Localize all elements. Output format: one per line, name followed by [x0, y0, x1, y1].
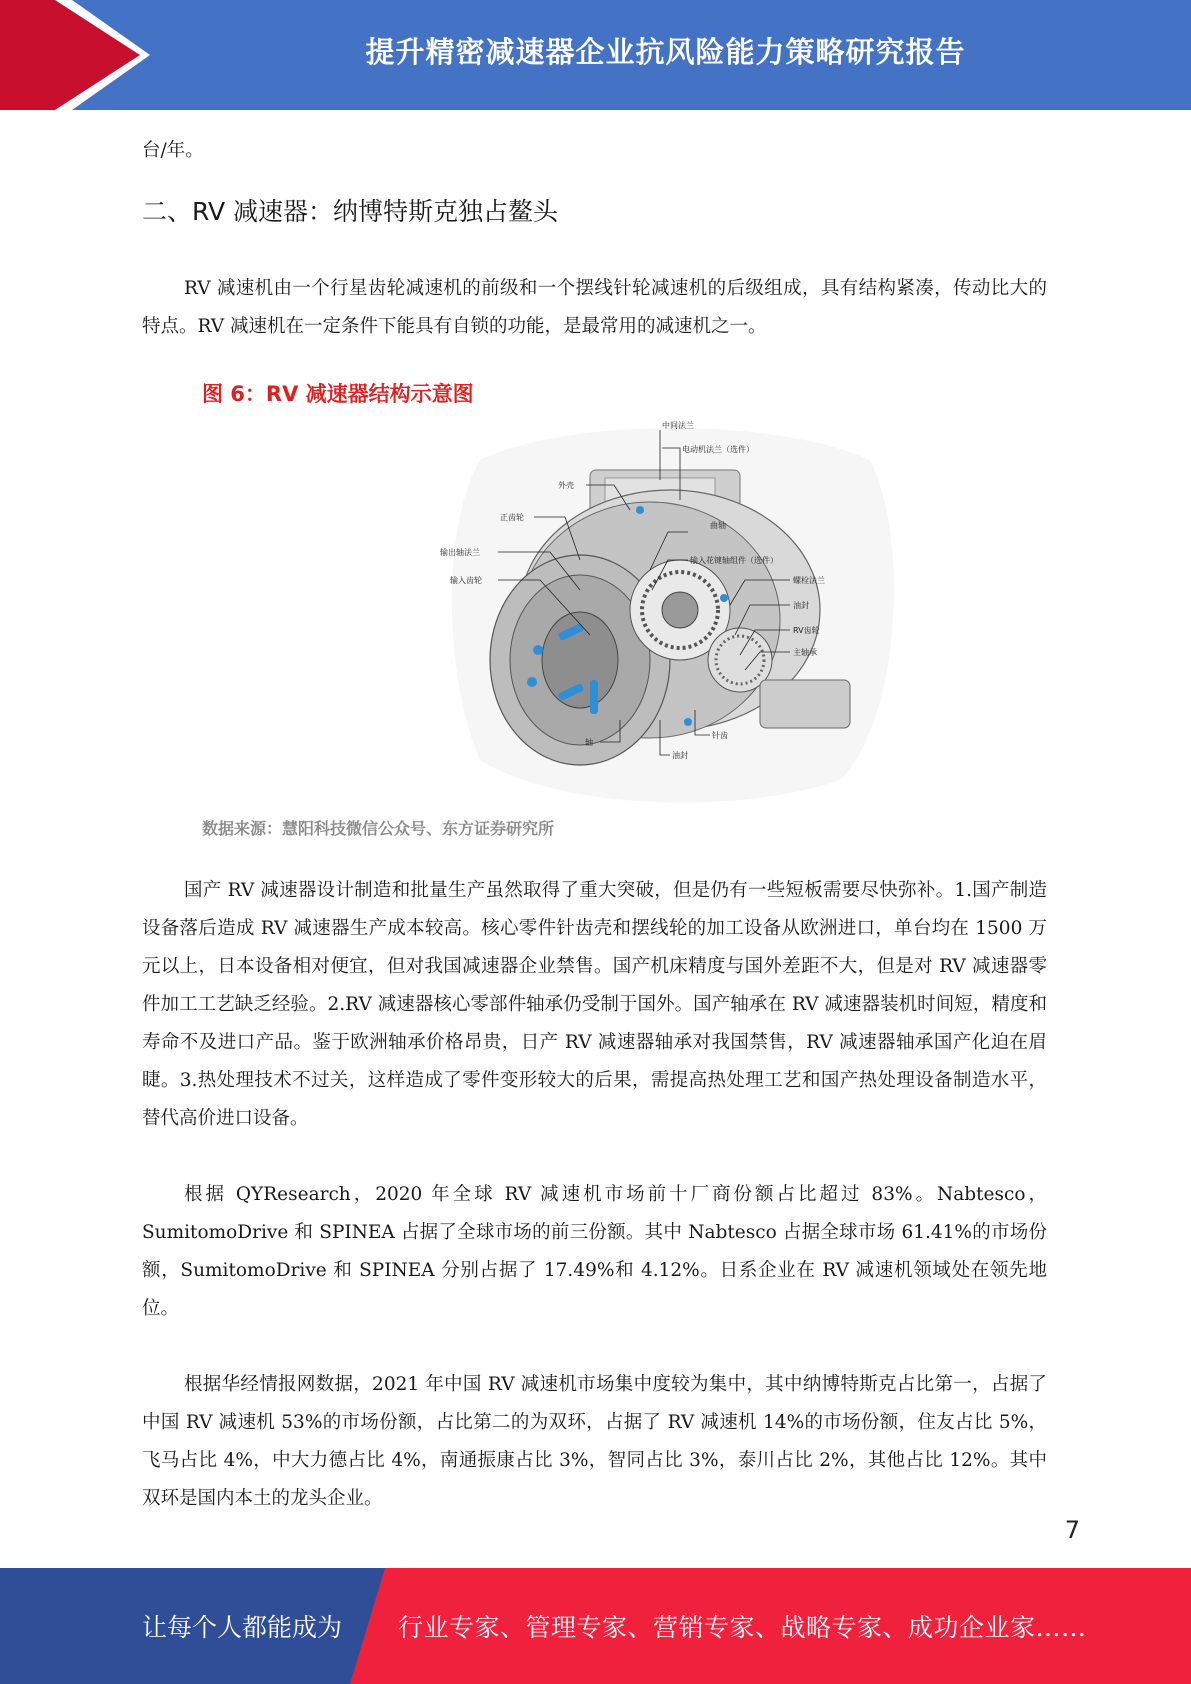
page-footer	[0, 1568, 1191, 1684]
rv-reducer-diagram	[440, 420, 900, 805]
label-zhenchi: 针齿	[712, 731, 728, 740]
page-header	[0, 0, 1191, 110]
label-shuru-chilun: 输入齿轮	[450, 576, 482, 585]
paragraph-gap	[142, 1328, 1047, 1366]
paragraph-gap	[142, 1138, 1047, 1176]
label-waike: 外壳	[558, 481, 574, 490]
paragraph-rv-intro: RV 减速机由一个行星齿轮减速机的前级和一个摆线针轮减速机的后级组成，具有结构紧凑，传动比大的特点。RV 减速机在一定条件下能具有自锁的功能，是最常用的减速机之一。	[142, 278, 1047, 337]
paragraph-domestic-shortcomings: 国产 RV 减速器设计制造和批量生产虽然取得了重大突破，但是仍有一些短板需要尽快弥补。1.国产制造设备落后造成 RV 减速器生产成本较高。核心零件针齿壳和摆线轮的加工设备从欧洲进口，单台均在 1500 万元以上，日本设备相对便宜，但对我国减速器企业禁售。国产机床精度与国外差距不大，但是对 RV 减速器零件加工工艺缺乏经验。2.RV 减速器核心零部件轴承仍受制于国外。国产轴承在 RV 减速器装机时间短，精度和寿命不及进口产品。鉴于欧洲轴承价格昂贵，日产 RV 减速器轴承对我国禁售，RV 减速器轴承国产化迫在眉睫。3.热处理技术不过关，这样造成了零件变形较大的后果，需提高热处理工艺和国产热处理设备制造水平，替代高价进口设备。	[142, 880, 1047, 1129]
paragraph-china-market: 根据华经情报网数据，2021 年中国 RV 减速机市场集中度较为集中，其中纳博特斯克占比第一，占据了中国 RV 减速机 53%的市场份额，占比第二的为双环，占据了 RV 减速机 14%的市场份额，住友占比 5%，飞马占比 4%，中大力德占比 4%，南通振康占比 3%，智同占比 3%，泰川占比 2%，其他占比 12%。其中双环是国内本土的龙头企业。	[142, 1374, 1047, 1509]
figure-source: 数据来源：慧阳科技微信公众号、东方证券研究所	[202, 819, 555, 838]
label-diandongji-falan: 电动机法兰（选件）	[682, 445, 754, 454]
label-zhou: 轴	[585, 738, 593, 747]
header-title: 提升精密减速器企业抗风险能力策略研究报告	[365, 34, 966, 69]
section-heading: 二、RV 减速器：纳博特斯克独占鳌头	[142, 197, 559, 226]
label-luoshuan-falan: 螺栓法兰	[793, 576, 825, 585]
label-shuchuzhou-falan: 输出轴法兰	[440, 548, 480, 557]
label-quzhou: 曲轴	[710, 521, 726, 530]
page-number: 7	[1064, 1516, 1080, 1544]
rv-reducer-illustration	[440, 420, 900, 805]
footer-slogan-right: 行业专家、管理专家、营销专家、战略专家、成功企业家……	[398, 1613, 1087, 1642]
paragraph-global-market: 根据 QYResearch，2020 年全球 RV 减速机市场前十厂商份额占比超过 83%。Nabtesco，SumitomoDrive 和 SPINEA 占据了全球市场的前三份额。其中 Nabtesco 占据全球市场 61.41%的市场份额，SumitomoDrive 和 SPINEA 分别占据了 17.49%和 4.12%。日系企业在 RV 减速机领域处在领先地位。	[142, 1184, 1047, 1319]
figure-caption: 图 6：RV 减速器结构示意图	[202, 382, 474, 406]
label-shuru-huajian: 输入花键轴组件（选件）	[690, 556, 778, 565]
label-zhongjian-falan: 中间法兰	[662, 421, 694, 430]
label-youfeng-a: 油封	[793, 601, 809, 610]
footer-slogan-left: 让每个人都能成为	[142, 1613, 343, 1642]
continued-text: 台/年。	[142, 140, 204, 161]
label-zhu-zhoucheng: 主轴承	[793, 648, 817, 657]
label-zhengchilun: 正齿轮	[500, 513, 524, 522]
label-youfeng-b: 油封	[672, 751, 688, 760]
label-rv-chilun: RV齿轮	[793, 626, 820, 635]
header-chevron-graphic	[0, 0, 160, 110]
